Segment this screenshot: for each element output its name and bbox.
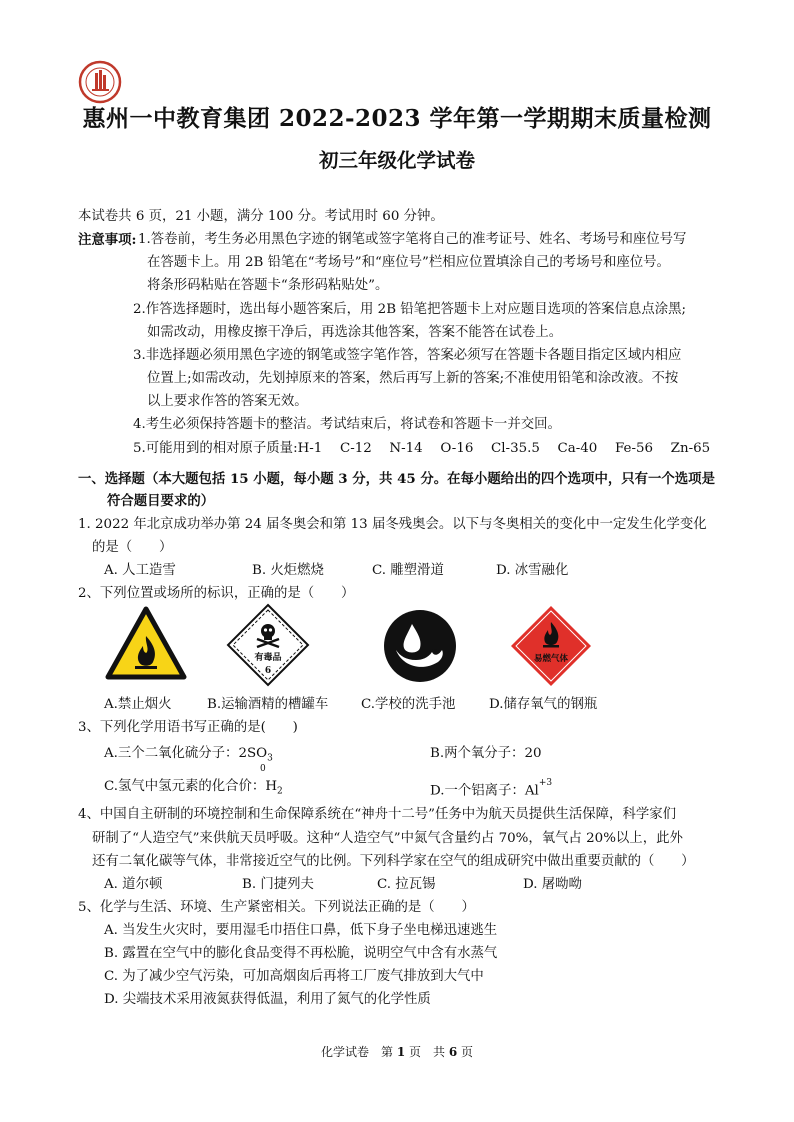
option-a: A. 人工造雪 bbox=[104, 563, 176, 578]
option-c: C. 为了减少空气污染，可加高烟囱后再将工厂废气排放到大气中 bbox=[104, 969, 484, 984]
option-b: B.运输酒精的槽罐车 bbox=[207, 697, 329, 712]
valence-superscript: 0 bbox=[260, 764, 266, 774]
flammable-warning-icon bbox=[105, 606, 187, 680]
question-stem: 2、下列位置或场所的标识，正确的是（ ） bbox=[78, 586, 355, 601]
section-heading: 一、选择题（本大题包括 15 小题，每小题 3 分，共 45 分。在每小题给出的四个选项中，只有一个选项是 bbox=[78, 471, 715, 487]
question-stem: 3、下列化学用语书写正确的是( ) bbox=[78, 720, 298, 735]
notes-line: 将条形码粘贴在答题卡“条形码粘贴处”。 bbox=[147, 278, 389, 293]
option-c: C. 拉瓦锡 bbox=[377, 877, 436, 892]
option-a bbox=[104, 745, 273, 768]
option-b: B. 露置在空气中的膨化食品变得不再松脆，说明空气中含有水蒸气 bbox=[104, 946, 498, 961]
option-c: C.学校的洗手池 bbox=[361, 697, 456, 712]
option-a-text: A.三个二氧化硫分子：2SO bbox=[104, 746, 268, 761]
option-b: B.两个氧分子：20 bbox=[430, 746, 542, 761]
question-stem: 的是（ ） bbox=[92, 540, 173, 555]
option-d: D. 尖端技术采用液氮获得低温，利用了氮气的化学性质 bbox=[104, 992, 431, 1007]
notes-line: 在答题卡上。用 2B 铅笔在“考场号”和“座位号”栏相应位置填涂自己的考场号和座位号。 bbox=[147, 255, 670, 270]
page-total: 6 bbox=[448, 1045, 458, 1059]
toxic-sign-icon bbox=[226, 603, 310, 687]
option-d: D. 屠呦呦 bbox=[523, 877, 582, 892]
water-saving-icon bbox=[382, 608, 458, 684]
superscript: +3 bbox=[538, 778, 553, 788]
exam-title: 惠州一中教育集团 2022-2023 学年第一学期期末质量检测 bbox=[82, 105, 712, 132]
question-stem: 5、化学与生活、环境、生产紧密相关。下列说法正确的是（ ） bbox=[78, 900, 475, 915]
option-d bbox=[430, 778, 552, 800]
section-heading: 符合题目要求的） bbox=[107, 493, 215, 509]
notes-line: 以上要求作答的答案无效。 bbox=[147, 394, 308, 409]
notes-label: 注意事项: bbox=[78, 232, 137, 248]
option-c: C. 雕塑滑道 bbox=[372, 563, 444, 578]
option-a: A. 当发生火灾时，要用湿毛巾捂住口鼻，低下身子坐电梯迅速逃生 bbox=[104, 923, 498, 938]
gas-sign-label: 易燃气体 bbox=[533, 654, 568, 664]
notes-line: 如需改动，用橡皮擦干净后，再选涂其他答案，答案不能答在试卷上。 bbox=[147, 325, 563, 340]
exam-subtitle: 初三年级化学试卷 bbox=[318, 149, 475, 172]
option-d-text: D.一个铝离子：Al bbox=[430, 783, 539, 799]
question-stem: 还有二氧化碳等气体，非常接近空气的比例。下列科学家在空气的组成研究中做出重要贡献的（ ） bbox=[92, 854, 695, 869]
subscript: 3 bbox=[267, 753, 273, 764]
toxic-sign-number: 6 bbox=[264, 666, 272, 676]
page-number: 1 bbox=[396, 1045, 406, 1059]
option-d: D. 冰雪融化 bbox=[496, 563, 569, 578]
footer-mid: 页 共 bbox=[405, 1045, 449, 1059]
option-b: B. 门捷列夫 bbox=[242, 877, 314, 892]
question-stem: 研制了“人造空气”来供航天员呼吸。这种“人造空气”中氮气含量约占 70%，氧气占 20%以上，此外 bbox=[92, 831, 683, 846]
notes-line: 位置上;如需改动，先划掉原来的答案，然后再写上新的答案;不准使用铅笔和涂改液。不按 bbox=[147, 371, 679, 386]
option-c-text: C.氢气中氢元素的化合价：H bbox=[104, 779, 277, 794]
option-d: D.储存氧气的钢瓶 bbox=[489, 697, 598, 712]
page-footer bbox=[0, 1043, 794, 1060]
notes-line: 4.考生必须保持答题卡的整洁。考试结束后，将试卷和答题卡一并交回。 bbox=[133, 417, 561, 432]
option-a: A. 道尔顿 bbox=[104, 877, 163, 892]
flammable-gas-sign-icon bbox=[509, 604, 593, 688]
school-logo bbox=[78, 60, 122, 104]
subscript: 2 bbox=[277, 786, 283, 797]
footer-prefix: 化学试卷 第 bbox=[320, 1045, 397, 1059]
footer-suffix: 页 bbox=[457, 1045, 473, 1059]
question-stem: 4、中国自主研制的环境控制和生命保障系统在“神舟十二号”任务中为航天员提供生活保障，科学家们 bbox=[78, 807, 677, 822]
exam-intro: 本试卷共 6 页，21 小题，满分 100 分。考试用时 60 分钟。 bbox=[78, 209, 444, 224]
option-b: B. 火炬燃烧 bbox=[252, 563, 324, 578]
option-c bbox=[104, 778, 283, 801]
notes-line: 3.非选择题必须用黑色字迹的钢笔或签字笔作答，答案必须写在答题卡各题目指定区域内相应 bbox=[133, 348, 682, 363]
notes-line: 5.可能用到的相对原子质量:H-1 C-12 N-14 O-16 Cl-35.5 Ca-40 Fe-56 Zn-65 bbox=[133, 441, 711, 456]
toxic-sign-label: 有毒品 bbox=[254, 653, 282, 663]
option-a: A.禁止烟火 bbox=[104, 697, 172, 712]
question-stem: 1. 2022 年北京成功举办第 24 届冬奥会和第 13 届冬残奥会。以下与冬奥相关的变化中一定发生化学变化 bbox=[78, 517, 707, 532]
notes-line: 1.答卷前，考生务必用黑色字迹的钢笔或签字笔将自己的准考证号、姓名、考场号和座位号写 bbox=[138, 232, 687, 247]
notes-line: 2.作答选择题时，选出每小题答案后，用 2B 铅笔把答题卡上对应题目选项的答案信息点涂黑; bbox=[133, 302, 687, 317]
